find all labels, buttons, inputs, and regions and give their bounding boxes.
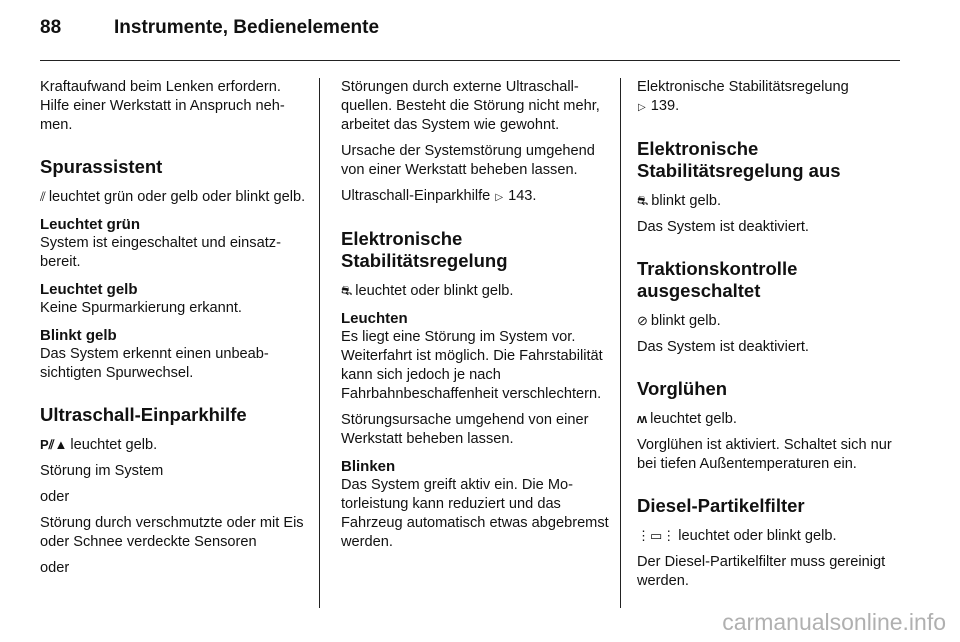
lane-assist-icon: ⫽ <box>40 189 46 204</box>
page-ref-arrow-icon: ▷ <box>495 192 504 203</box>
glow-text: Vorglühen ist aktiviert. Schaltet sich nur bei tiefen Außentemperaturen ein. <box>637 437 892 472</box>
spur-yellow-text: Keine Spurmarkierung erkannt. <box>40 300 242 316</box>
column-3 <box>637 78 905 598</box>
escoff-desc: ⛐ blinkt gelb. <box>637 193 722 209</box>
esc-off-icon: ⛐ <box>637 193 649 208</box>
esc-leuchten-text2: Störungsursache umgehend von einer Werkstatt beheben lassen. <box>341 412 589 447</box>
esc-blinken-text: Das System greift aktiv ein. Die Motorleistung kann reduziert und das Fahrzeug automatisch etwas abgebremst werden. <box>341 477 609 550</box>
ultra-p4: oder <box>40 560 70 576</box>
esc-skid-icon: ⛐ <box>341 283 353 298</box>
heading-vorgluehen: Vorglühen <box>637 378 728 399</box>
header-rule <box>40 60 900 61</box>
page-ref-arrow-icon: ▷ <box>638 102 646 113</box>
traction-off-icon: ⊘ <box>637 313 648 328</box>
esc-desc: ⛐ leuchtet oder blinkt gelb. <box>341 283 514 299</box>
col3-p1: Elektronische Stabilitätsregelung ▷ 139. <box>637 78 905 117</box>
subheading-leuchten: Leuchten <box>341 310 408 327</box>
ultra-p1: Störung im System <box>40 463 164 479</box>
heading-spurassistent: Spurassistent <box>40 156 163 177</box>
ultra-p2: oder <box>40 489 70 505</box>
column-divider-1 <box>319 78 320 608</box>
dpf-desc: ⋮▭⋮ leuchtet oder blinkt gelb. <box>637 528 837 544</box>
dpf-text: Der Diesel-Partikelfilter muss gereinigt werden. <box>637 554 886 589</box>
heading-esc-off: Elektronische Stabilitätsregelung aus <box>637 138 841 181</box>
subheading-leuchtet-gelb: Leuchtet gelb <box>40 281 138 298</box>
tc-text: Das System ist deaktiviert. <box>637 339 809 355</box>
parking-sensor-icon: P⫽▲ <box>40 437 68 452</box>
page-ref-link[interactable]: 139. <box>650 98 680 114</box>
heading-ultraschall: Ultraschall-Einparkhilfe <box>40 404 247 425</box>
heading-dpf: Diesel-Partikelfilter <box>637 495 805 516</box>
column-divider-2 <box>620 78 621 608</box>
watermark: carmanualsonline.info <box>722 609 946 635</box>
esc-leuchten-text: Es liegt eine Störung im System vor. Weiterfahrt ist möglich. Die Fahrstabilität kann sich jedoch je nach Fahrbahnbeschaffenheit verschlechtern. <box>341 329 603 402</box>
subheading-blinken: Blinken <box>341 458 396 475</box>
column-2 <box>341 78 609 559</box>
page-ref-link[interactable]: 143. <box>508 188 537 204</box>
escoff-text: Das System ist deaktiviert. <box>637 219 809 235</box>
column-1 <box>40 78 308 585</box>
heading-esc: Elektronische Stabilitätsregelung <box>341 228 508 271</box>
col2-p2: Ursache der Systemstörung umgehend von einer Werkstatt beheben lassen. <box>341 143 595 178</box>
glow-desc: ʍ leuchtet gelb. <box>637 411 737 427</box>
page-header <box>40 17 900 57</box>
dpf-icon: ⋮▭⋮ <box>637 528 676 543</box>
spur-green-text: System ist eingeschaltet und einsatzbereit. <box>40 235 281 270</box>
spur-blink-text: Das System erkennt einen unbeabsichtigten Spurwechsel. <box>40 346 269 381</box>
heading-traktion: Traktionskontrolle ausgeschaltet <box>637 258 798 301</box>
spur-desc: ⫽ leuchtet grün oder gelb oder blinkt gelb. <box>40 189 306 205</box>
subheading-blinkt-gelb: Blinkt gelb <box>40 327 117 344</box>
tc-desc: ⊘ blinkt gelb. <box>637 313 721 329</box>
subheading-leuchtet-gruen: Leuchtet grün <box>40 216 140 233</box>
ultra-p3: Störung durch verschmutzte oder mit Eis oder Schnee verdeckte Sensoren <box>40 515 304 550</box>
col2-p1: Störungen durch externe Ultraschallquellen. Besteht die Störung nicht mehr, arbeitet das System wie gewohnt. <box>341 79 600 133</box>
page-title: Instrumente, Bedienelemente <box>114 17 380 38</box>
ultra-desc: P⫽▲ leuchtet gelb. <box>40 437 158 453</box>
intro-text: Kraftaufwand beim Lenken erfordern. Hilfe einer Werkstatt in Anspruch nehmen. <box>40 79 285 133</box>
glow-plug-icon: ʍ <box>637 411 648 426</box>
col2-p3: Ultraschall-Einparkhilfe ▷ 143. <box>341 187 609 207</box>
page-number: 88 <box>40 17 62 38</box>
